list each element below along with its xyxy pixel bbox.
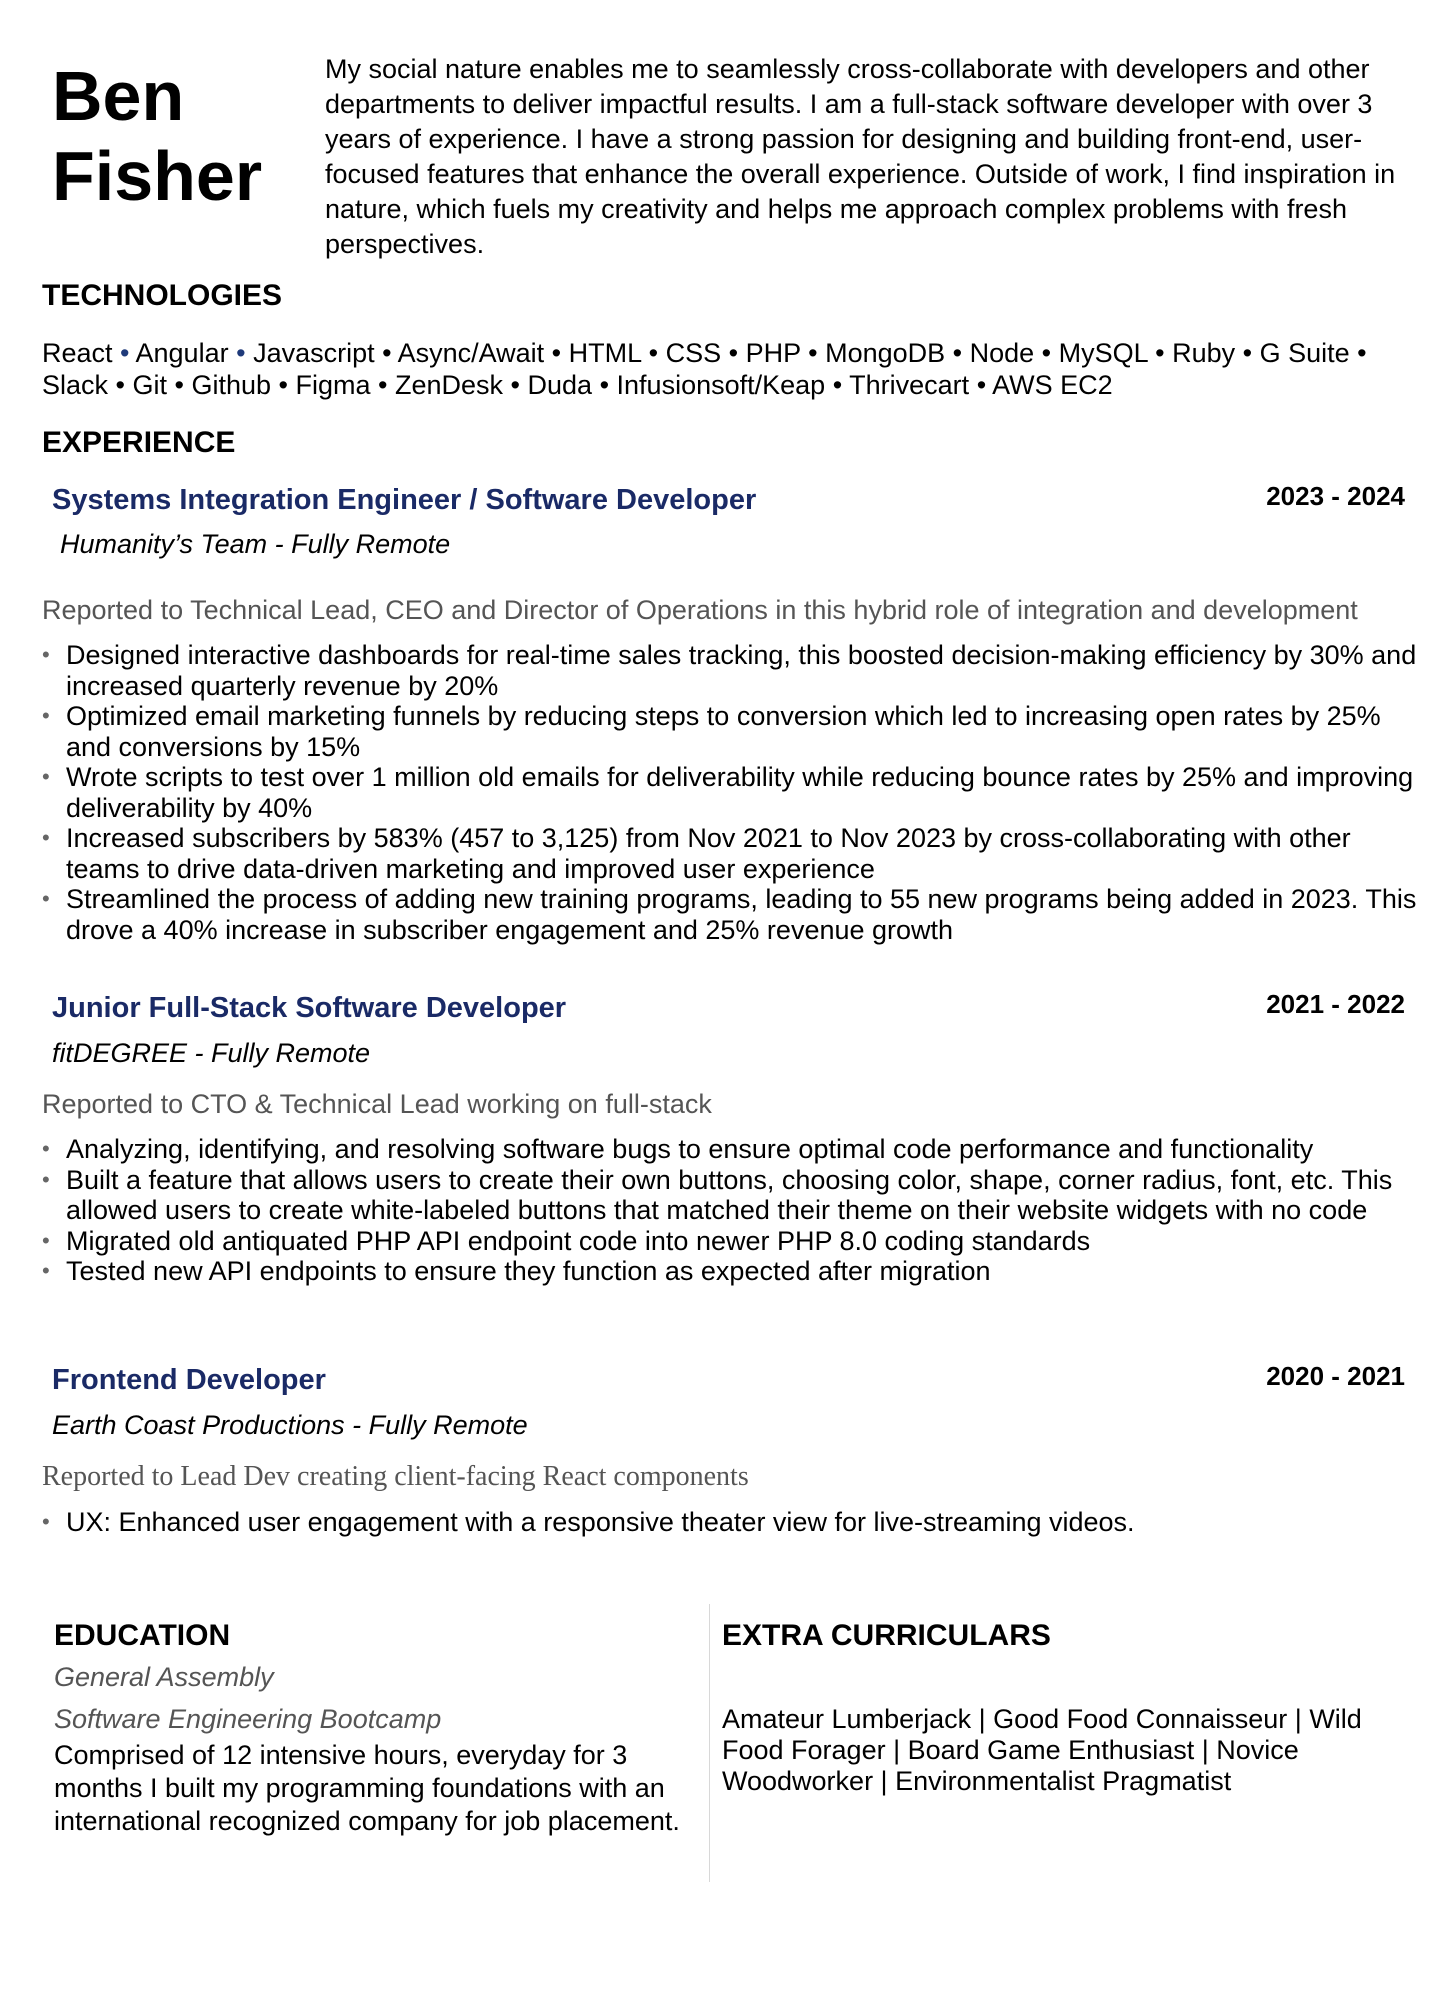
- job-company: Humanity’s Team - Fully Remote: [60, 529, 451, 559]
- tech-item: ZenDesk: [395, 370, 504, 400]
- job-report-line: Reported to CTO & Technical Lead working on full-stack: [42, 1089, 712, 1119]
- job-bullet-text: Tested new API endpoints to ensure they function as expected after migration: [66, 1256, 991, 1286]
- tech-separator: •: [374, 338, 398, 368]
- tech-separator: •: [503, 370, 528, 400]
- job-bullet-item: [42, 762, 1422, 823]
- tech-separator: •: [825, 370, 850, 400]
- tech-separator: •: [544, 338, 569, 368]
- bullet-dot-icon: •: [42, 703, 50, 728]
- tech-item: React: [42, 338, 113, 368]
- tech-separator: •: [112, 338, 136, 368]
- job-bullet-text: Built a feature that allows users to create their own buttons, choosing color, shape, corner radius, font, etc. This allowed users to create white-labeled buttons that matched their theme on their website widgets with no code: [66, 1164, 1393, 1225]
- job-bullet-text: Wrote scripts to test over 1 million old emails for deliverability while reducing bounce rates by 25% and improving deliverability by 40%: [66, 762, 1414, 823]
- job-bullet-text: Migrated old antiquated PHP API endpoint code into newer PHP 8.0 coding standards: [66, 1225, 1091, 1256]
- tech-item: HTML: [568, 338, 642, 368]
- technologies-list: [42, 337, 1432, 401]
- tech-separator: •: [370, 370, 395, 400]
- tech-item: AWS EC2: [992, 370, 1113, 400]
- tech-separator: •: [592, 370, 617, 400]
- extracurriculars-heading: EXTRA CURRICULARS: [722, 1619, 1051, 1652]
- bullet-dot-icon: •: [42, 1258, 50, 1283]
- job-bullet-item: [42, 640, 1422, 701]
- job-bullets: [42, 1134, 1422, 1287]
- tech-item: Angular: [135, 338, 229, 368]
- profile-summary: My social nature enables me to seamlessly cross-collaborate with developers and other departments to deliver impactful results. I am a full-stack software developer with over 3 years of experience. I have a strong passion for designing and building front-end, user-focused features that enhance the overall experience. Outside of work, I find inspiration in nature, which fuels my creativity and helps me approach complex problems with fresh perspectives.: [325, 54, 1396, 259]
- experience-heading: EXPERIENCE: [42, 426, 236, 459]
- column-divider: [709, 1604, 710, 1882]
- tech-separator: •: [228, 338, 254, 368]
- tech-item: Thrivecart: [849, 370, 970, 400]
- tech-separator: •: [1034, 338, 1059, 368]
- job-bullet-item: [42, 1226, 1422, 1257]
- job-title: Frontend Developer: [52, 1364, 326, 1396]
- job-dates: 2023 - 2024: [1266, 481, 1405, 511]
- job-bullet-text: Designed interactive dashboards for real-time sales tracking, this boosted decision-making efficiency by 30% and increased quarterly revenue by 20%: [66, 640, 1417, 701]
- tech-separator: •: [167, 370, 192, 400]
- tech-separator: •: [945, 338, 970, 368]
- job-bullet-text: Analyzing, identifying, and resolving software bugs to ensure optimal code performance and functionality: [66, 1134, 1314, 1164]
- tech-item: Node: [969, 338, 1035, 368]
- job-company: fitDEGREE - Fully Remote: [52, 1038, 371, 1068]
- tech-item: Github: [191, 370, 272, 400]
- bullet-dot-icon: •: [42, 1166, 50, 1192]
- job-title: Systems Integration Engineer / Software Developer: [52, 484, 757, 516]
- tech-item: G Suite: [1259, 338, 1350, 368]
- tech-item: Infusionsoft/Keap: [616, 370, 826, 400]
- job-bullets: [42, 640, 1422, 945]
- tech-item: Git: [132, 370, 168, 400]
- tech-separator: •: [721, 338, 746, 368]
- bullet-dot-icon: •: [42, 1227, 50, 1253]
- job-bullet-text: UX: Enhanced user engagement with a responsive theater view for live-streaming videos.: [66, 1507, 1135, 1537]
- job-report-line: Reported to Technical Lead, CEO and Director of Operations in this hybrid role of integration and development: [42, 595, 1358, 625]
- tech-separator: •: [1147, 338, 1173, 368]
- tech-separator: •: [108, 370, 133, 400]
- tech-item: Duda: [527, 370, 593, 400]
- tech-separator: •: [1349, 338, 1367, 368]
- job-bullet-item: [42, 701, 1422, 762]
- tech-separator: •: [969, 370, 993, 400]
- job-bullet-text: Streamlined the process of adding new training programs, leading to 55 new programs being added in 2023. This drove a 40% increase in subscriber engagement and 25% revenue growth: [66, 884, 1417, 945]
- education-school: General Assembly: [54, 1662, 274, 1692]
- tech-item: Ruby: [1172, 338, 1236, 368]
- tech-item: CSS: [665, 338, 722, 368]
- bullet-dot-icon: •: [42, 764, 50, 789]
- job-bullet-text: Increased subscribers by 583% (457 to 3,125) from Nov 2021 to Nov 2023 by cross-collaborating with other teams to drive data-driven marketing and improved user experience: [66, 823, 1351, 884]
- bullet-dot-icon: •: [42, 1136, 50, 1161]
- tech-separator: •: [1235, 338, 1260, 368]
- tech-item: Slack: [42, 370, 109, 400]
- tech-item: Async/Await: [397, 338, 545, 368]
- tech-separator: •: [641, 338, 666, 368]
- extracurriculars-text: Amateur Lumberjack | Good Food Connaisseur | Wild Food Forager | Board Game Enthusiast | Novice Woodworker | Environmentalist Pragmatist: [722, 1704, 1362, 1796]
- job-bullet-text: Optimized email marketing funnels by reducing steps to conversion which led to increasing open rates by 25% and conversions by 15%: [66, 701, 1381, 762]
- education-description: Comprised of 12 intensive hours, everyday for 3 months I built my programming foundations with an international recognized company for job placement.: [54, 1740, 680, 1836]
- job-bullet-item: [42, 1507, 1422, 1538]
- tech-separator: •: [271, 370, 296, 400]
- job-bullet-item: [42, 823, 1422, 884]
- job-dates: 2021 - 2022: [1266, 989, 1405, 1019]
- bullet-dot-icon: •: [42, 825, 50, 850]
- tech-item: MySQL: [1058, 338, 1148, 368]
- tech-item: Figma: [295, 370, 371, 400]
- job-bullet-item: [42, 1165, 1422, 1226]
- job-bullet-item: [42, 1134, 1422, 1165]
- bullet-dot-icon: •: [42, 642, 50, 667]
- bullet-dot-icon: •: [42, 1509, 50, 1534]
- tech-item: PHP: [745, 338, 801, 368]
- education-heading: EDUCATION: [54, 1619, 231, 1652]
- last-name: Fisher: [52, 137, 263, 215]
- job-bullet-item: [42, 1256, 1422, 1287]
- candidate-name: [52, 56, 312, 216]
- job-dates: 2020 - 2021: [1266, 1361, 1405, 1391]
- job-report-line: Reported to Lead Dev creating client-facing React components: [42, 1461, 749, 1492]
- job-title: Junior Full-Stack Software Developer: [52, 992, 567, 1024]
- job-bullet-item: [42, 884, 1422, 945]
- first-name: Ben: [52, 57, 185, 135]
- technologies-heading: TECHNOLOGIES: [42, 279, 283, 312]
- job-company: Earth Coast Productions - Fully Remote: [52, 1410, 528, 1440]
- job-bullets: [42, 1507, 1422, 1538]
- education-program: Software Engineering Bootcamp: [54, 1704, 442, 1734]
- tech-item: MongoDB: [825, 338, 946, 368]
- bullet-dot-icon: •: [42, 886, 50, 911]
- tech-separator: •: [800, 338, 826, 368]
- tech-item: Javascript: [253, 338, 375, 368]
